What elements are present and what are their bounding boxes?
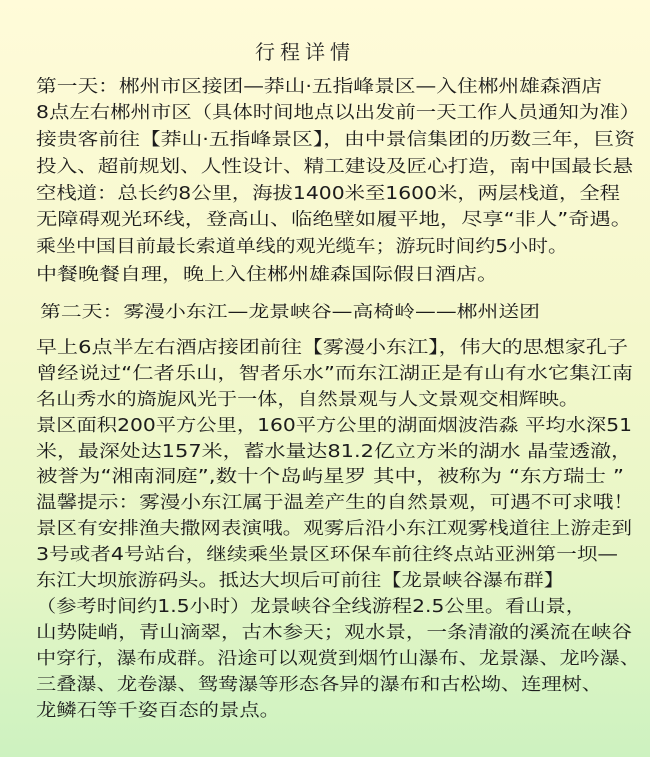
text-line: 8点左右郴州市区（具体时间地点以出发前一天工作人员通知为准）	[36, 103, 640, 123]
text-line: （参考时间约1.5小时）龙景峡谷全线游程2.5公里。看山景，	[36, 597, 586, 617]
text-line: 3号或者4号站台，继续乘坐景区环保车前往终点站亚洲第一坝—	[36, 545, 618, 565]
text-line: 投入、超前规划、人性设计、精工建设及匠心打造，南中国最长悬	[36, 157, 633, 177]
day2-heading: 第二天：雾漫小东江—龙景峡谷—高椅岭——郴州送团	[40, 302, 540, 321]
text-line: 空栈道：总长约8公里，海拔1400米至1600米，两层栈道，全程	[36, 184, 620, 204]
text-line: 名山秀水的旖旎风光于一体，自然景观与人文景观交相辉映。	[36, 390, 579, 410]
day1-heading: 第一天：郴州市区接团—莽山·五指峰景区—入住郴州雄森酒店	[36, 77, 602, 97]
text-line: 东江大坝旅游码头。抵达大坝后可前往【龙景峡谷瀑布群】	[36, 571, 564, 591]
text-line: 接贵客前往【莽山·五指峰景区】，由中景信集团的历数三年，巨资	[36, 130, 635, 150]
text-line: 曾经说过“仁者乐山，智者乐水”而东江湖正是有山有水它集江南	[36, 364, 633, 384]
text-line: 乘坐中国目前最长索道单线的观光缆车；游玩时间约5小时。	[36, 237, 568, 257]
text-line: 早上6点半左右酒店接团前往【雾漫小东江】，伟大的思想家孔子	[36, 338, 628, 358]
text-line: 龙鳞石等千姿百态的景点。	[36, 701, 280, 721]
text-line: 中穿行，瀑布成群。沿途可以观赏到烟竹山瀑布、龙景瀑、龙吟瀑、	[36, 649, 640, 669]
text-line: 中餐晚餐自理，晚上入住郴州雄森国际假日酒店。	[36, 265, 499, 285]
text-line: 山势陡峭，青山滴翠，古木参天；观水景，一条清澈的溪流在峡谷	[36, 623, 632, 643]
text-line: 米，最深处达157米，蓄水量达81.2亿立方米的湖水 晶莹透澈，	[36, 442, 632, 462]
text-line: 无障碍观光环线，登高山、临绝壁如履平地，尽享“非人”奇遇。	[36, 210, 632, 230]
text-line: 三叠瀑、龙卷瀑、鸳鸯瀑等形态各异的瀑布和古松坳、连理树、	[36, 675, 602, 695]
text-line: 温馨提示：雾漫小东江属于温差产生的自然景观，可遇不可求哦！	[36, 493, 634, 513]
text-line: 被誉为“湘南洞庭”,数十个岛屿星罗 其中，被称为 “东方瑞士 ”	[36, 467, 624, 487]
page-title: 行程详情	[255, 40, 355, 64]
text-line: 景区面积200平方公里，160平方公里的湖面烟波浩淼 平均水深51	[36, 416, 632, 436]
text-line: 景区有安排渔夫撒网表演哦。观雾后沿小东江观雾栈道往上游走到	[36, 519, 632, 539]
